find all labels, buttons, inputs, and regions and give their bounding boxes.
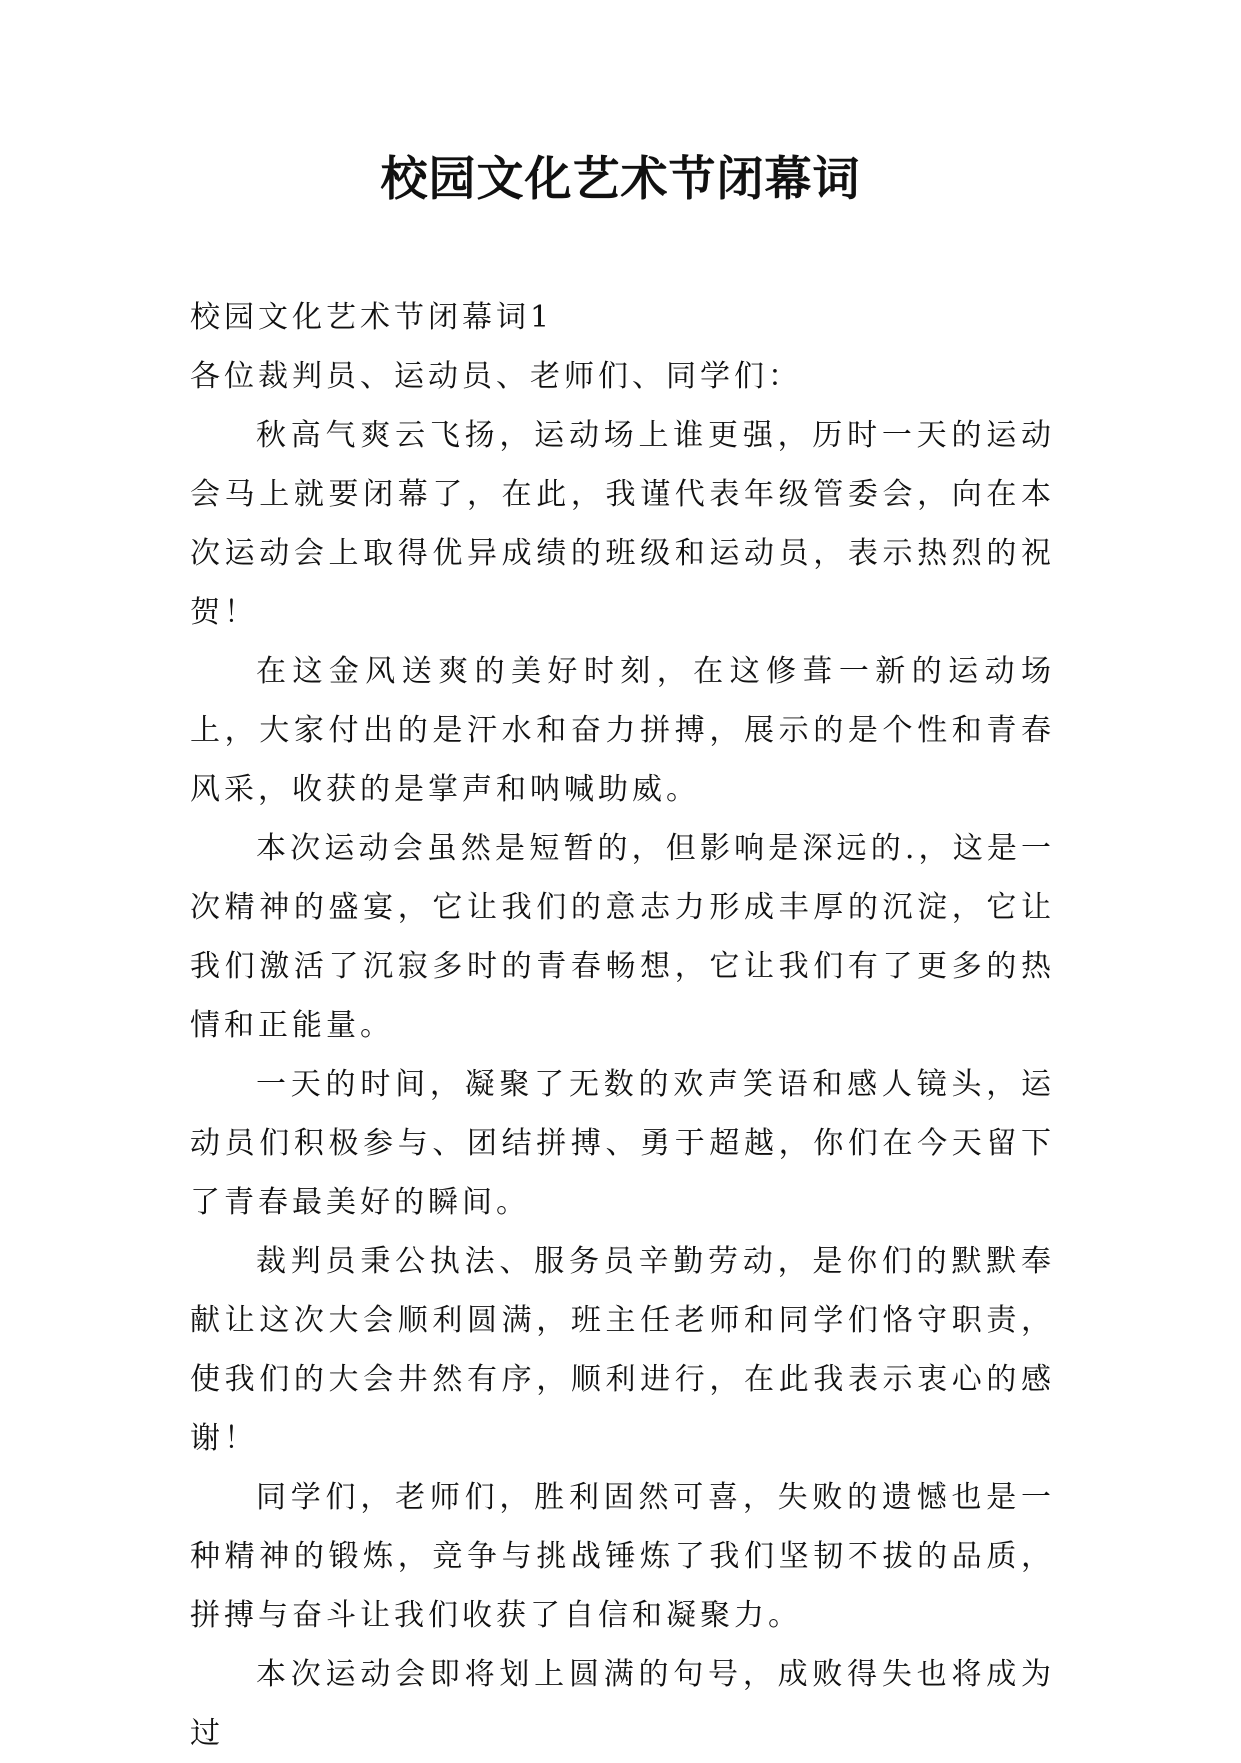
- paragraph-6: 同学们，老师们，胜利固然可喜，失败的遗憾也是一种精神的锻炼，竞争与挑战锤炼了我们坚韧不拔的品质，拼搏与奋斗让我们收获了自信和凝聚力。: [190, 1480, 1055, 1633]
- paragraph-2: 在这金风送爽的美好时刻，在这修葺一新的运动场上，大家付出的是汗水和奋力拼搏，展示的是个性和青春风采，收获的是掌声和呐喊助威。: [190, 654, 1055, 807]
- document-body: [190, 288, 1055, 1763]
- section-heading: 校园文化艺术节闭幕词1: [190, 300, 554, 335]
- paragraph-5: 裁判员秉公执法、服务员辛勤劳动，是你们的默默奉献让这次大会顺利圆满，班主任老师和同学们恪守职责，使我们的大会井然有序，顺利进行，在此我表示衷心的感谢！: [190, 1244, 1055, 1456]
- document-title: 校园文化艺术节闭幕词: [380, 152, 861, 207]
- paragraph-4: 一天的时间，凝聚了无数的欢声笑语和感人镜头，运动员们积极参与、团结拼搏、勇于超越，你们在今天留下了青春最美好的瞬间。: [190, 1067, 1055, 1220]
- paragraph-1: 秋高气爽云飞扬，运动场上谁更强，历时一天的运动会马上就要闭幕了，在此，我谨代表年级管委会，向在本次运动会上取得优异成绩的班级和运动员，表示热烈的祝贺！: [190, 418, 1055, 630]
- salutation: 各位裁判员、运动员、老师们、同学们：: [190, 359, 802, 394]
- paragraph-3: 本次运动会虽然是短暂的，但影响是深远的.，这是一次精神的盛宴，它让我们的意志力形成丰厚的沉淀，它让我们激活了沉寂多时的青春畅想，它让我们有了更多的热情和正能量。: [190, 831, 1055, 1043]
- paragraph-7: 本次运动会即将划上圆满的句号，成败得失也将成为过: [190, 1657, 1055, 1751]
